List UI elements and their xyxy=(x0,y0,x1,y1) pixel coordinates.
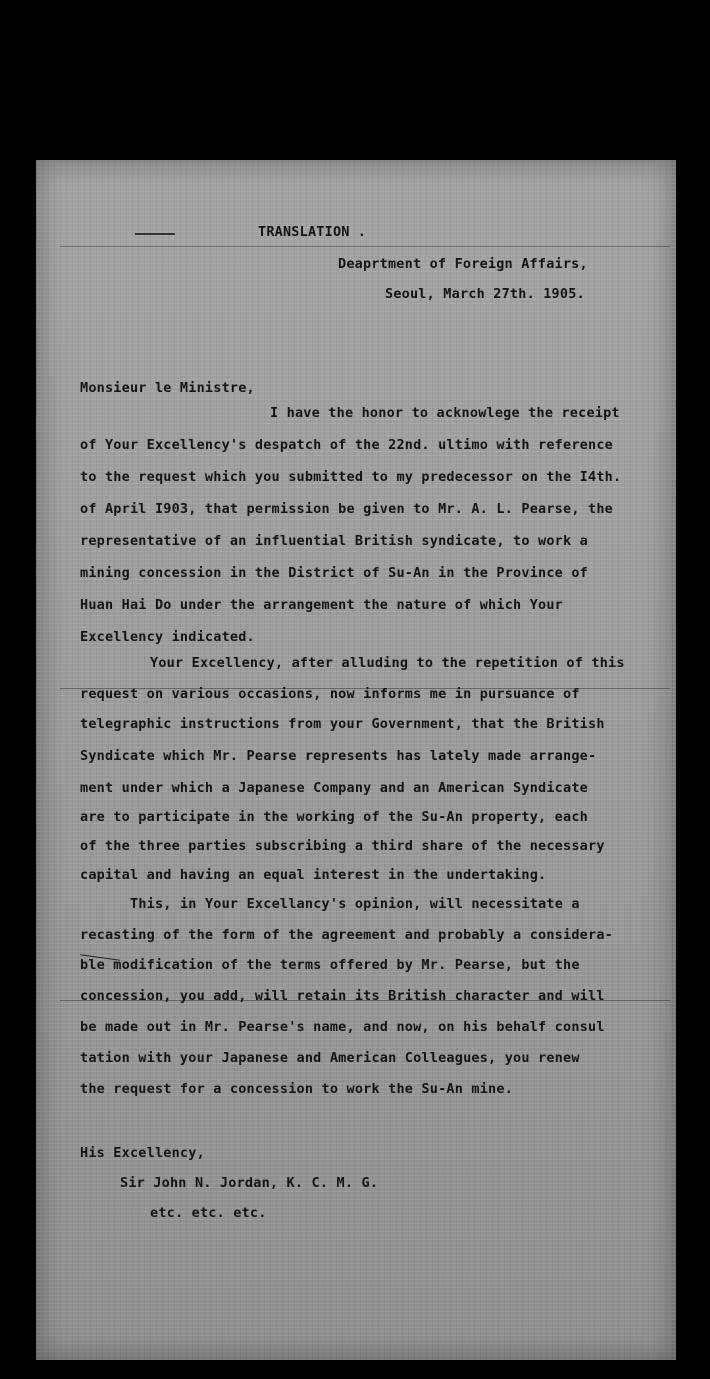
body-line: Excellency indicated. xyxy=(80,629,255,645)
addressee-line: etc. etc. etc. xyxy=(150,1205,267,1221)
document-heading: TRANSLATION . xyxy=(258,224,367,240)
ruled-line xyxy=(60,246,670,247)
body-line: telegraphic instructions from your Government, that the British xyxy=(80,716,605,732)
body-line: be made out in Mr. Pearse's name, and now, on his behalf consul xyxy=(80,1019,605,1035)
body-line: ble modification of the terms offered by Mr. Pearse, but the xyxy=(80,957,580,973)
body-line: recasting of the form of the agreement and probably a considera- xyxy=(80,927,613,943)
body-line: concession, you add, will retain its British character and will xyxy=(80,988,605,1004)
body-line: This, in Your Excellancy's opinion, will necessitate a xyxy=(130,896,580,912)
sender-department: Deaprtment of Foreign Affairs, xyxy=(338,256,588,272)
addressee-line: Sir John N. Jordan, K. C. M. G. xyxy=(120,1175,379,1191)
body-line: of April I903, that permission be given to Mr. A. L. Pearse, the xyxy=(80,501,613,517)
body-line: tation with your Japanese and American Colleagues, you renew xyxy=(80,1050,580,1066)
body-line: request on various occasions, now informs me in pursuance of xyxy=(80,686,580,702)
body-line: the request for a concession to work the Su-An mine. xyxy=(80,1081,514,1097)
body-line: ment under which a Japanese Company and an American Syndicate xyxy=(80,780,588,796)
body-line: Huan Hai Do under the arrangement the nature of which Your xyxy=(80,597,564,613)
body-line: representative of an influential British syndicate, to work a xyxy=(80,533,588,549)
body-line: Syndicate which Mr. Pearse represents has lately made arrange- xyxy=(80,748,597,764)
body-line: of the three parties subscribing a third share of the necessary xyxy=(80,838,605,854)
body-line: to the request which you submitted to my predecessor on the I4th. xyxy=(80,469,622,485)
body-line: I have the honor to acknowlege the receipt xyxy=(270,405,620,421)
place-date: Seoul, March 27th. 1905. xyxy=(385,286,585,302)
salutation: Monsieur le Ministre, xyxy=(80,380,255,396)
body-line: Your Excellency, after alluding to the repetition of this xyxy=(150,655,625,671)
pen-mark xyxy=(135,233,175,235)
body-line: capital and having an equal interest in the undertaking. xyxy=(80,867,547,883)
body-line: of Your Excellency's despatch of the 22nd. ultimo with reference xyxy=(80,437,613,453)
body-line: mining concession in the District of Su-An in the Province of xyxy=(80,565,588,581)
body-line: are to participate in the working of the Su-An property, each xyxy=(80,809,588,825)
addressee-line: His Excellency, xyxy=(80,1145,205,1161)
